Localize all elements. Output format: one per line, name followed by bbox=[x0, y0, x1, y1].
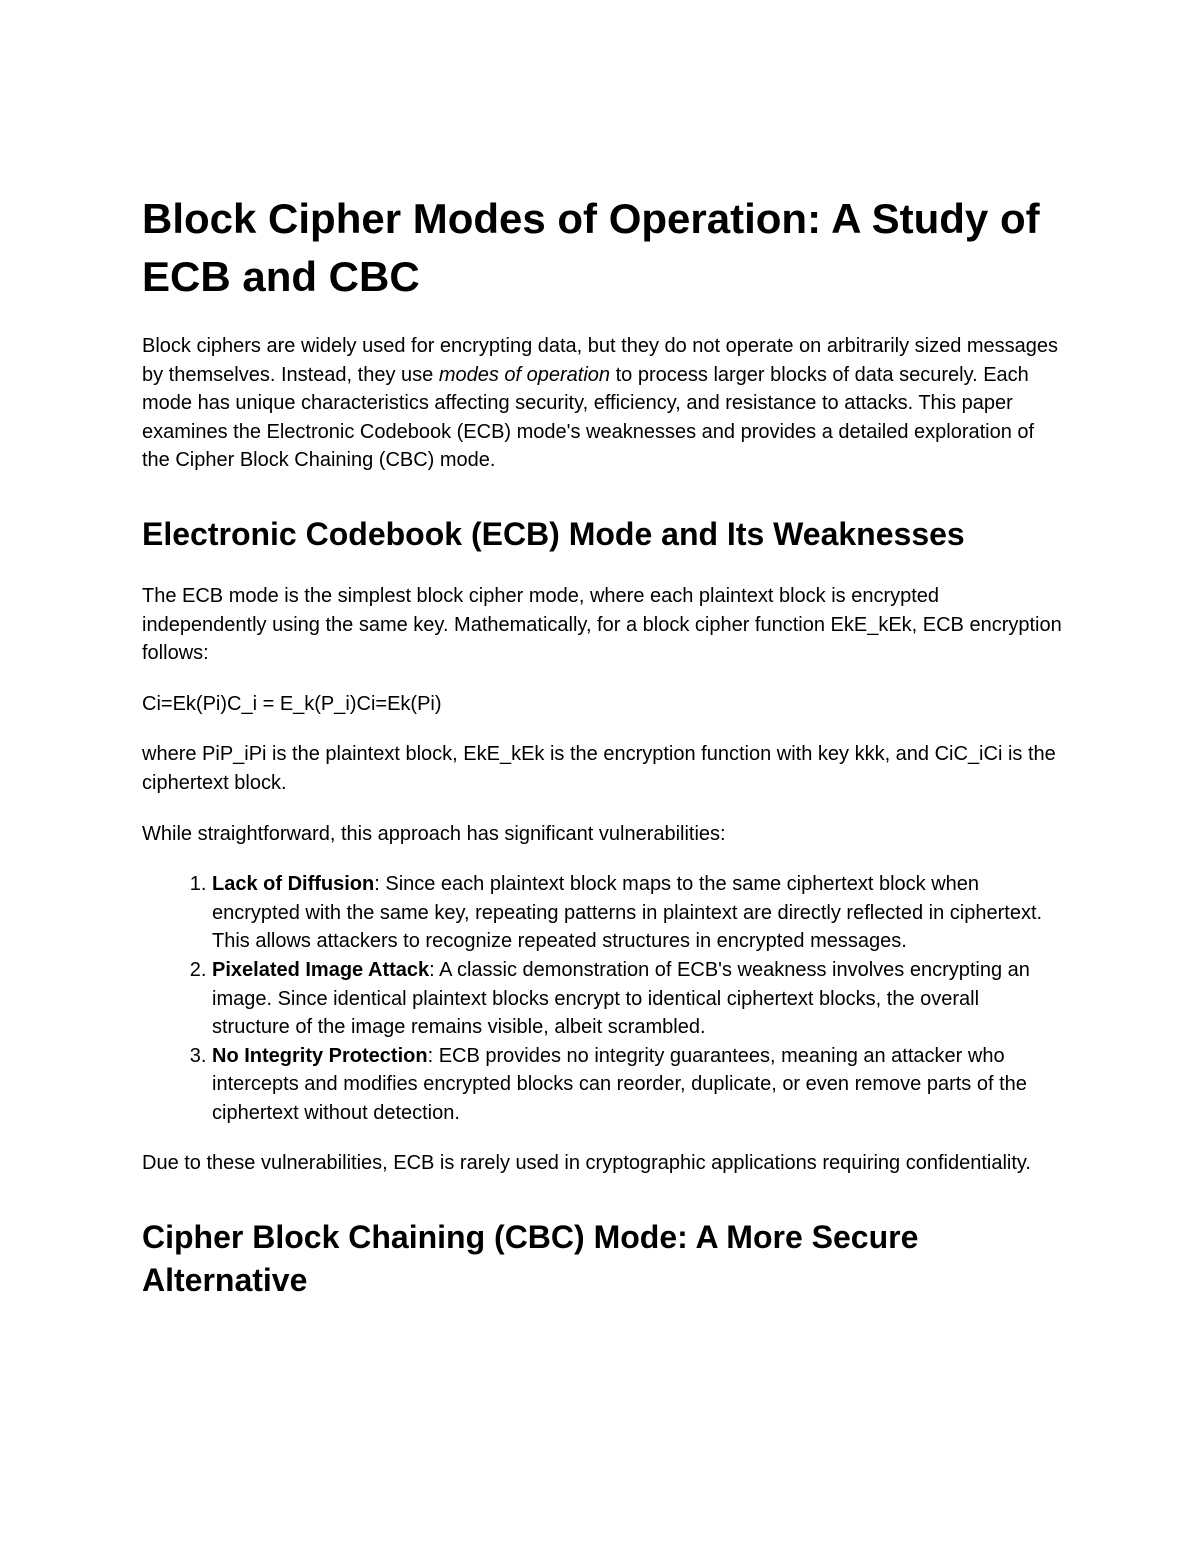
list-item-text: : Since each plaintext block maps to the same ciphertext block when encrypted with the same key, repeating patterns in plaintext are directly reflected in ciphertext. This allows attackers to recognize repeated structures in encrypted messages. bbox=[212, 873, 1043, 953]
ecb-conclusion: Due to these vulnerabilities, ECB is rarely used in cryptographic applications requiring confidentiality. bbox=[142, 1152, 1031, 1175]
list-item-term: Pixelated Image Attack bbox=[212, 958, 430, 981]
ecb-heading: Electronic Codebook (ECB) Mode and Its Weaknesses bbox=[142, 515, 965, 552]
intro-emphasis: modes of operation bbox=[438, 363, 611, 386]
ecb-formula: Ci=Ek(Pi)C_i = E_k(P_i)Ci=Ek(Pi) bbox=[142, 692, 442, 715]
list-item-term: No Integrity Protection bbox=[212, 1044, 428, 1067]
list-item-term: Lack of Diffusion bbox=[212, 873, 375, 896]
intro-text-2: to process larger blocks of data securely. Each mode has unique characteristics affecting security, efficiency, and resistance to attacks. This paper examines the Electronic Codebook (ECB) mode's weaknesses and provides a detailed exploration of the Cipher Block Chaining (CBC) mode. bbox=[142, 363, 1035, 472]
list-item-text: : A classic demonstration of ECB's weakness involves encrypting an image. Since identical plaintext blocks encrypt to identical ciphertext blocks, the overall structure of the image remains visible, albeit scrambled. bbox=[212, 958, 1030, 1039]
list-item bbox=[212, 1042, 1062, 1128]
document-title: Block Cipher Modes of Operation: A Study of ECB and CBC bbox=[142, 195, 1040, 300]
list-item bbox=[212, 956, 1062, 1042]
cbc-heading: Cipher Block Chaining (CBC) Mode: A More Secure Alternative bbox=[142, 1219, 919, 1299]
list-item-text: : ECB provides no integrity guarantees, meaning an attacker who intercepts and modifies encrypted blocks can reorder, duplicate, or even remove parts of the ciphertext without detection. bbox=[212, 1044, 1027, 1124]
intro-paragraph bbox=[142, 332, 1062, 475]
ecb-paragraph-2: where PiP_iPi is the plaintext block, EkE_kEk is the encryption function with key kkk, and CiC_iCi is the ciphertext block. bbox=[142, 743, 1056, 794]
intro-text-1: Block ciphers are widely used for encrypting data, but they do not operate on arbitrarily sized messages by themselves. Instead, they use bbox=[142, 335, 1059, 386]
ecb-paragraph-3: While straightforward, this approach has significant vulnerabilities: bbox=[142, 822, 726, 845]
ecb-paragraph-1: The ECB mode is the simplest block cipher mode, where each plaintext block is encrypted independently using the same key. Mathematically, for a block cipher function EkE_kEk, ECB encryption follows: bbox=[142, 584, 1062, 665]
document-page bbox=[142, 190, 1062, 1328]
weakness-list bbox=[142, 870, 1062, 1127]
list-item bbox=[212, 870, 1062, 956]
